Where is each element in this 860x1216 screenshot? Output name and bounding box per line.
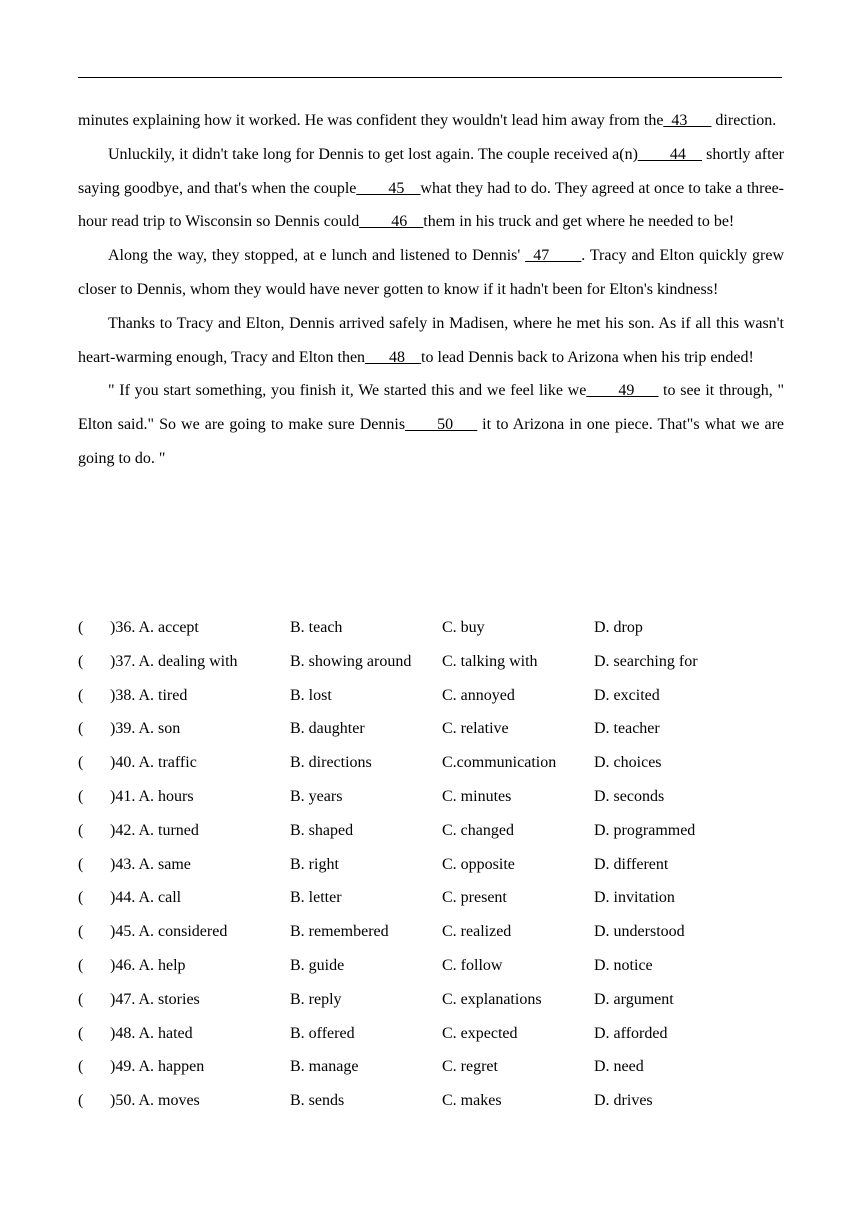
- option-a[interactable]: [110, 848, 191, 882]
- question-number: )50.: [110, 1092, 136, 1110]
- question-number: )47.: [110, 990, 136, 1008]
- option-a[interactable]: [110, 611, 199, 645]
- answer-paren[interactable]: (: [78, 619, 84, 636]
- option-b[interactable]: B. directions: [290, 754, 372, 772]
- question-row: [78, 848, 798, 882]
- question-row: [78, 611, 798, 645]
- option-b[interactable]: B. guide: [290, 956, 345, 974]
- question-number: )49.: [110, 1058, 136, 1076]
- option-a[interactable]: [110, 983, 200, 1017]
- option-a-label[interactable]: A. dealing with: [138, 652, 238, 670]
- option-d[interactable]: D. programmed: [594, 821, 696, 839]
- option-b[interactable]: B. right: [290, 855, 339, 873]
- option-c[interactable]: C. regret: [442, 1058, 498, 1076]
- question-row: [78, 1050, 798, 1084]
- reading-passage: [78, 104, 784, 476]
- blank-43[interactable]: _43___: [663, 112, 712, 129]
- question-number: )42.: [110, 821, 136, 839]
- option-a[interactable]: [110, 881, 181, 915]
- option-a[interactable]: [110, 746, 197, 780]
- option-a-label[interactable]: A. son: [138, 720, 181, 738]
- answer-paren[interactable]: (: [78, 821, 84, 839]
- option-c[interactable]: C. annoyed: [442, 686, 515, 704]
- option-a-label[interactable]: A. considered: [138, 923, 228, 941]
- question-row: [78, 915, 798, 949]
- passage-paragraph-1: minutes explaining how it worked. He was confident they wouldn't lead him away from the_43___ direction.: [78, 112, 777, 129]
- option-c[interactable]: C. talking with: [442, 652, 538, 670]
- question-row: [78, 1084, 798, 1118]
- answer-paren[interactable]: (: [78, 720, 84, 738]
- answer-paren[interactable]: (: [78, 686, 84, 704]
- option-b[interactable]: B. offered: [290, 1024, 355, 1042]
- option-d[interactable]: D. seconds: [594, 787, 665, 805]
- option-a-label[interactable]: A. accept: [138, 619, 199, 636]
- question-number: )37.: [110, 652, 136, 670]
- question-row: [78, 949, 798, 983]
- option-b[interactable]: B. shaped: [290, 821, 354, 839]
- question-number: )41.: [110, 787, 136, 805]
- answer-paren[interactable]: (: [78, 855, 84, 873]
- option-d[interactable]: D. notice: [594, 956, 653, 974]
- option-a-label[interactable]: A. hated: [138, 1024, 193, 1042]
- option-c[interactable]: C. explanations: [442, 990, 542, 1008]
- option-c[interactable]: C. relative: [442, 720, 509, 738]
- option-c[interactable]: C. minutes: [442, 787, 512, 805]
- question-row: [78, 1017, 798, 1051]
- option-d[interactable]: D. argument: [594, 990, 674, 1008]
- option-d[interactable]: D. need: [594, 1058, 644, 1076]
- question-number: )39.: [110, 720, 136, 738]
- option-b[interactable]: B. lost: [290, 686, 332, 704]
- option-a-label[interactable]: A. stories: [138, 990, 200, 1008]
- answer-paren[interactable]: (: [78, 787, 84, 805]
- option-a-label[interactable]: A. traffic: [138, 754, 197, 772]
- answer-paren[interactable]: (: [78, 889, 84, 907]
- option-a-label[interactable]: A. tired: [138, 686, 188, 704]
- option-b[interactable]: B. teach: [290, 619, 343, 636]
- answer-paren[interactable]: (: [78, 923, 84, 941]
- blank-47[interactable]: _47____: [525, 247, 582, 265]
- option-a-label[interactable]: A. hours: [138, 787, 194, 805]
- option-a[interactable]: [110, 949, 186, 983]
- question-number: )48.: [110, 1024, 136, 1042]
- answer-paren[interactable]: (: [78, 990, 84, 1008]
- option-a-label[interactable]: A. moves: [138, 1092, 200, 1110]
- question-number: )36.: [110, 619, 136, 636]
- option-c[interactable]: C. expected: [442, 1024, 518, 1042]
- option-c[interactable]: C. realized: [442, 923, 512, 941]
- option-b[interactable]: B. letter: [290, 889, 342, 907]
- question-row: [78, 983, 798, 1017]
- option-d[interactable]: D. teacher: [594, 720, 660, 738]
- option-a[interactable]: [110, 915, 227, 949]
- option-a-label[interactable]: A. turned: [138, 821, 199, 839]
- option-d[interactable]: D. drives: [594, 1092, 653, 1110]
- passage-paragraph-4: Thanks to Tracy and Elton, Dennis arrived safely in Madisen, where he met his son. As if all this wasn't heart-warming enough, Tracy and Elton then___48__to lead Dennis back to Arizona when his trip ended!: [78, 314, 784, 366]
- option-b[interactable]: B. years: [290, 787, 343, 805]
- blank-45[interactable]: ____45__: [356, 179, 421, 197]
- option-a[interactable]: [110, 1084, 200, 1118]
- passage-paragraph-5: " If you start something, you finish it, We started this and we feel like we____49___ to see it through, " Elton said." So we are going to make sure Dennis____50___ it to Arizona in one piece. That"s what we are going to do. ": [78, 382, 785, 467]
- option-d[interactable]: D. drop: [594, 619, 643, 636]
- answer-paren[interactable]: (: [78, 754, 84, 772]
- question-number: )46.: [110, 956, 136, 974]
- answer-paren[interactable]: (: [78, 652, 84, 670]
- option-a-label[interactable]: A. happen: [138, 1058, 205, 1076]
- option-d[interactable]: D. excited: [594, 686, 660, 704]
- option-d[interactable]: D. searching for: [594, 652, 698, 670]
- question-row: [78, 746, 798, 780]
- question-row: [78, 679, 798, 713]
- option-a[interactable]: [110, 814, 199, 848]
- blank-48[interactable]: ___48__: [365, 348, 422, 366]
- blank-50[interactable]: ____50___: [405, 416, 478, 434]
- option-a-label[interactable]: A. help: [138, 956, 186, 974]
- question-number: )45.: [110, 923, 136, 941]
- question-number: )44.: [110, 889, 136, 907]
- passage-paragraph-2: Unluckily, it didn't take long for Dennis to get lost again. The couple received a(n)____44__ shortly after saying goodbye, and that's when the couple____45__what they had to do. They agreed at once to take a three-hour read trip to Wisconsin so Dennis could____46__them in his truck and get where he needed to be!: [78, 145, 784, 231]
- answer-paren[interactable]: (: [78, 1092, 84, 1110]
- option-a[interactable]: [110, 679, 187, 713]
- option-a[interactable]: [110, 780, 194, 814]
- option-c[interactable]: C. makes: [442, 1092, 502, 1110]
- question-row: [78, 645, 798, 679]
- option-a-label[interactable]: A. same: [138, 855, 191, 873]
- option-b[interactable]: B. reply: [290, 990, 342, 1008]
- option-b[interactable]: B. manage: [290, 1058, 359, 1076]
- question-row: [78, 814, 798, 848]
- option-a[interactable]: [110, 1050, 204, 1084]
- answer-options-list: [78, 611, 798, 1118]
- blank-44[interactable]: ____44__: [637, 145, 702, 163]
- blank-49[interactable]: ____49___: [586, 382, 659, 400]
- option-d[interactable]: D. afforded: [594, 1024, 668, 1042]
- header-rule: [78, 77, 782, 78]
- answer-paren[interactable]: (: [78, 1058, 84, 1076]
- question-number: )38.: [110, 686, 136, 704]
- question-row: [78, 712, 798, 746]
- answer-paren[interactable]: (: [78, 1024, 84, 1042]
- blank-46[interactable]: ____46__: [359, 213, 424, 231]
- option-c[interactable]: C. follow: [442, 956, 503, 974]
- option-d[interactable]: D. understood: [594, 923, 685, 941]
- option-a[interactable]: [110, 1017, 193, 1051]
- option-d[interactable]: D. choices: [594, 754, 662, 772]
- option-d[interactable]: D. different: [594, 855, 669, 873]
- option-c[interactable]: C. present: [442, 889, 507, 907]
- question-row: [78, 881, 798, 915]
- option-c[interactable]: C. opposite: [442, 855, 515, 873]
- option-b[interactable]: B. showing around: [290, 652, 412, 670]
- option-c[interactable]: C. buy: [442, 619, 485, 636]
- question-number: )40.: [110, 754, 136, 772]
- option-a[interactable]: [110, 645, 238, 679]
- option-a[interactable]: [110, 712, 180, 746]
- option-d[interactable]: D. invitation: [594, 889, 675, 907]
- option-b[interactable]: B. daughter: [290, 720, 365, 738]
- question-number: )43.: [110, 855, 136, 873]
- question-row: [78, 780, 798, 814]
- passage-paragraph-3: Along the way, they stopped, at e lunch and listened to Dennis' _47____. Tracy and Elton quickly grew closer to Dennis, whom they would have never gotten to know if it hadn't been for Elton's kindness!: [78, 247, 785, 298]
- option-c[interactable]: C. changed: [442, 821, 514, 839]
- option-b[interactable]: B. sends: [290, 1092, 345, 1110]
- option-a-label[interactable]: A. call: [138, 889, 182, 907]
- answer-paren[interactable]: (: [78, 956, 84, 974]
- option-b[interactable]: B. remembered: [290, 923, 389, 941]
- option-c[interactable]: C.communication: [442, 754, 557, 772]
